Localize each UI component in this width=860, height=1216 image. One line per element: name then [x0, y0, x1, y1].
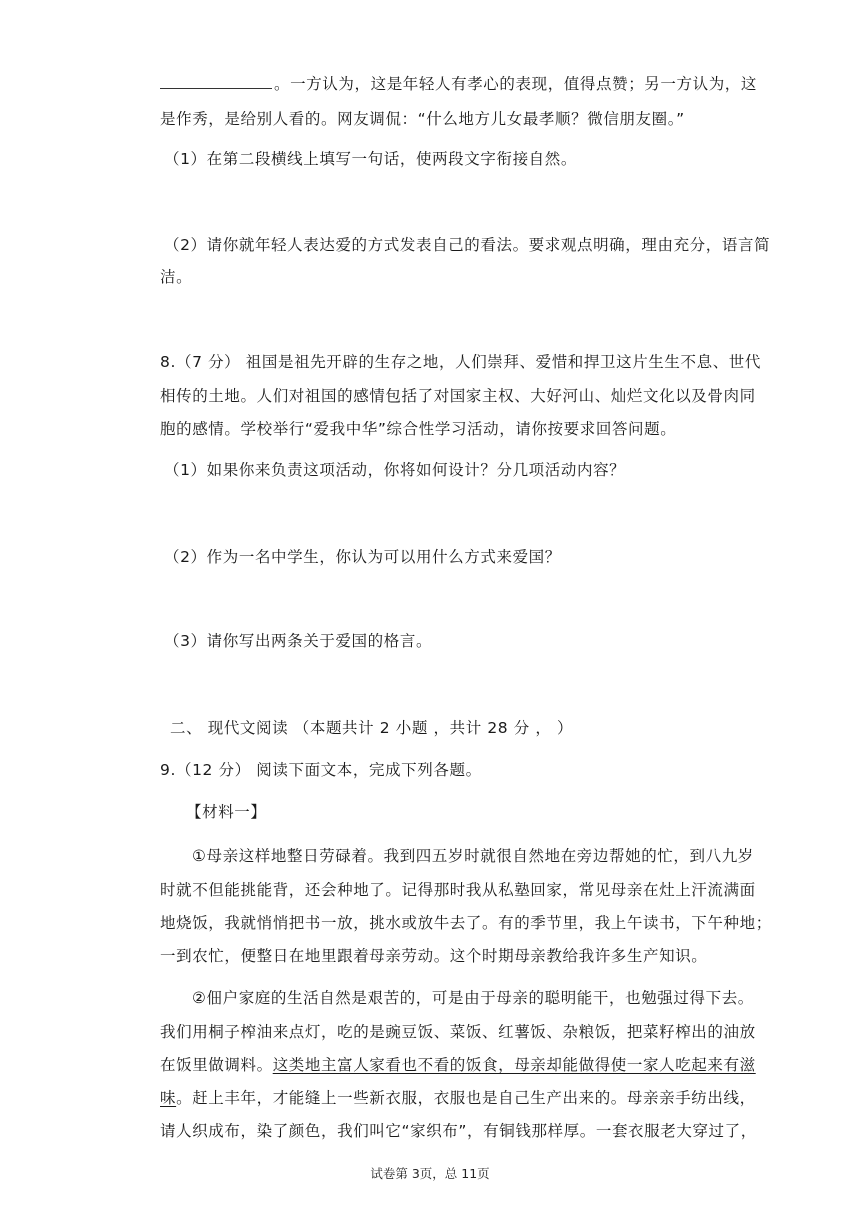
material-title: 【材料一】 — [186, 803, 267, 821]
text-line: ②佃户家庭的生活自然是艰苦的，可是由于母亲的聪明能干，也勉强过得下去。 — [192, 989, 754, 1007]
text-line: 时就不但能挑能背，还会种地了。记得那时我从私塾回家，常见母亲在灶上汗流满面 — [160, 881, 756, 899]
text-line: 在饭里做调料。这类地主富人家看也不看的饭食，母亲却能做得使一家人吃起来有滋 — [160, 1056, 756, 1074]
sub-question: （1）如果你来负责这项活动，你将如何设计？分几项活动内容？ — [164, 461, 626, 479]
underlined-sentence: 这类地主富人家看也不看的饭食，母亲却能做得使一家人吃起来有滋 — [272, 1056, 756, 1074]
question-stem: 8.（7 分） 祖国是祖先开辟的生存之地，人们崇拜、爱惜和捍卫这片生生不息、世代 — [160, 353, 762, 371]
sub-question: （1）在第二段横线上填写一句话，使两段文字衔接自然。 — [164, 150, 577, 168]
text-line: 地烧饭，我就悄悄把书一放，挑水或放牛去了。有的季节里，我上午读书，下午种地； — [160, 914, 772, 932]
text-line: 味。赶上丰年，才能缝上一些新衣服，衣服也是自己生产出来的。母亲亲手纺出线， — [160, 1089, 756, 1107]
page-footer: 试卷第 3页，总 11页 — [370, 1166, 490, 1181]
sub-question: （3）请你写出两条关于爱国的格言。 — [164, 632, 433, 650]
text-line: 请人织成布，染了颜色，我们叫它“家织布”，有铜钱那样厚。一套衣服老大穿过了， — [160, 1122, 757, 1140]
sub-question: （2）作为一名中学生，你认为可以用什么方式来爱国？ — [164, 548, 561, 566]
question-stem: 9.（12 分） 阅读下面文本，完成下列各题。 — [160, 761, 482, 779]
text-line: 我们用桐子榨油来点灯，吃的是豌豆饭、菜饭、红薯饭、杂粮饭，把菜籽榨出的油放 — [160, 1023, 756, 1041]
section-heading: 二、 现代文阅读 （本题共计 2 小题 ，共计 28 分 ， ） — [170, 719, 574, 737]
text-line: ①母亲这样地整日劳碌着。我到四五岁时就很自然地在旁边帮她的忙，到八九岁 — [192, 847, 754, 865]
text-line: 相传的土地。人们对祖国的感情包括了对国家主权、大好河山、灿烂文化以及骨肉同 — [160, 387, 756, 405]
fill-in-blank — [160, 74, 272, 89]
sub-question: （2）请你就年轻人表达爱的方式发表自己的看法。要求观点明确，理由充分，语言简 — [164, 236, 771, 254]
text-line: 洁。 — [160, 268, 193, 286]
underlined-sentence: 味 — [160, 1089, 177, 1107]
text-line: 。一方认为，这是年轻人有孝心的表现，值得点赞；另一方认为，这 — [160, 74, 757, 94]
text-line: 一到农忙，便整日在地里跟着母亲劳动。这个时期母亲教给我许多生产知识。 — [160, 947, 708, 965]
text-line: 是作秀，是给别人看的。网友调侃：“什么地方儿女最孝顺？微信朋友圈。” — [160, 110, 685, 128]
text-line: 胞的感情。学校举行“爱我中华”综合性学习活动，请你按要求回答问题。 — [160, 420, 677, 438]
